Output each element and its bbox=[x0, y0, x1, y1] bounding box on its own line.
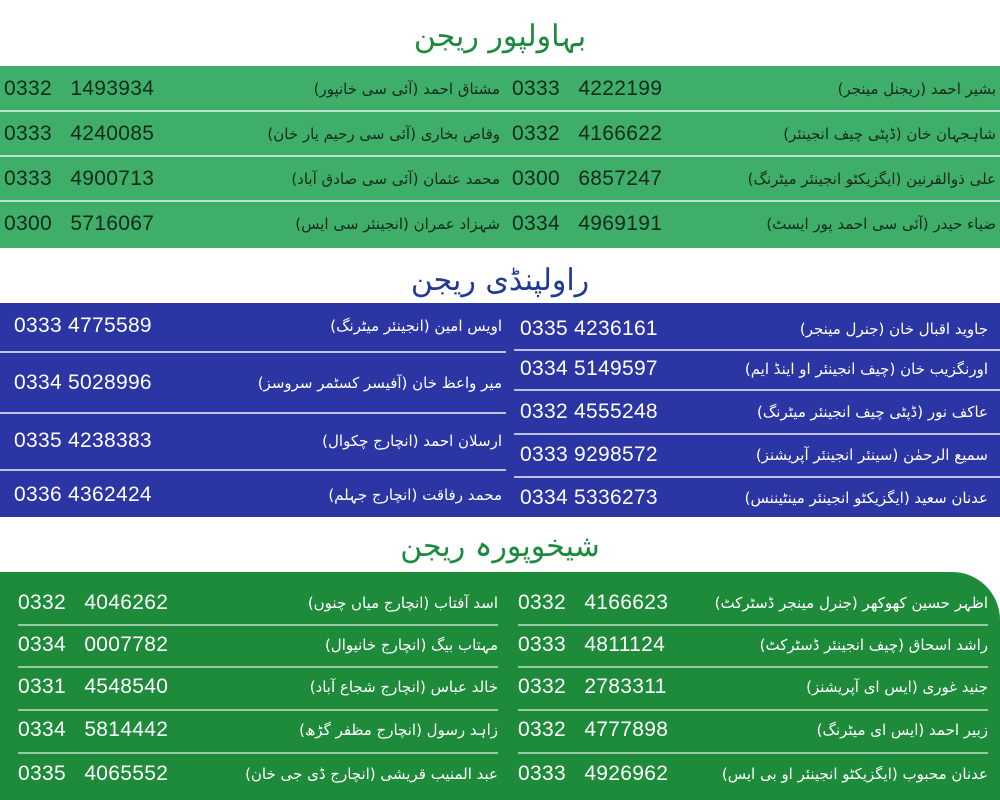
contact-row bbox=[4, 66, 500, 111]
contact-name: خالد عباس (انچارج شجاع آباد) bbox=[309, 678, 498, 696]
contact-name: اسد آفتاب (انچارج میاں چنوں) bbox=[307, 594, 498, 612]
contact-name: ضیاء حیدر (آئی سی احمد پور ایسٹ) bbox=[766, 214, 996, 233]
phone-number[interactable]: 0334 5149597 bbox=[520, 357, 658, 380]
contact-row bbox=[520, 393, 988, 431]
contact-name: میر واعظ خان (آفیسر کسٹمر سروسز) bbox=[257, 373, 502, 392]
phone-number[interactable]: 0336 4362424 bbox=[14, 483, 152, 506]
contact-row bbox=[512, 201, 996, 246]
phone-number[interactable]: 0332 4166622 bbox=[512, 121, 663, 145]
region-title-sheikhupura: شیخوپورہ ریجن bbox=[400, 529, 600, 564]
contact-row bbox=[512, 156, 996, 201]
row-divider bbox=[0, 200, 1000, 202]
contact-row bbox=[520, 309, 988, 349]
row-divider bbox=[514, 389, 1000, 391]
contact-row bbox=[518, 666, 988, 708]
contact-name: ارسلان احمد (انچارج چکوال) bbox=[322, 432, 502, 450]
phone-number[interactable]: 0334 4969191 bbox=[512, 211, 663, 235]
phone-number[interactable]: 0333 4900713 bbox=[4, 166, 155, 190]
contact-name: زاہد رسول (انچارج مظفر گڑھ) bbox=[299, 721, 498, 739]
row-divider bbox=[0, 351, 506, 353]
contact-row bbox=[18, 753, 498, 795]
row-divider bbox=[18, 624, 498, 626]
row-divider bbox=[0, 412, 506, 414]
row-divider bbox=[0, 155, 1000, 157]
contact-name: شاہجہان خان (ڈپٹی چیف انجینئر) bbox=[783, 124, 996, 143]
phone-number[interactable]: 0334 5814442 bbox=[18, 718, 169, 741]
contact-row bbox=[14, 303, 502, 348]
contact-name: اویس امین (انجینئر میٹرنگ) bbox=[330, 316, 502, 335]
phone-number[interactable]: 0333 9298572 bbox=[520, 443, 658, 466]
contact-row bbox=[518, 624, 988, 666]
contact-row bbox=[518, 753, 988, 795]
contact-row bbox=[14, 355, 502, 410]
phone-number[interactable]: 0335 4236161 bbox=[520, 317, 658, 340]
contact-row bbox=[18, 624, 498, 666]
row-divider bbox=[0, 110, 1000, 112]
phone-number[interactable]: 0333 4240085 bbox=[4, 121, 155, 145]
row-divider bbox=[0, 469, 506, 471]
contact-name: وقاص بخاری (آئی سی رحیم یار خان) bbox=[267, 124, 500, 143]
contact-row bbox=[14, 415, 502, 467]
contact-name: اورنگزیب خان (چیف انجینئر او اینڈ ایم) bbox=[744, 360, 988, 378]
phone-number[interactable]: 0332 1493934 bbox=[4, 76, 155, 100]
row-divider bbox=[18, 709, 498, 711]
contact-row bbox=[4, 201, 500, 246]
contact-name: راشد اسحاق (چیف انجینئر ڈسٹرکٹ) bbox=[759, 636, 988, 654]
phone-number[interactable]: 0335 4065552 bbox=[18, 762, 169, 785]
contact-row bbox=[18, 582, 498, 624]
phone-number[interactable]: 0335 4238383 bbox=[14, 429, 152, 452]
phone-number[interactable]: 0332 4777898 bbox=[518, 718, 669, 741]
contact-name: مشتاق احمد (آئی سی خانپور) bbox=[313, 79, 500, 98]
phone-number[interactable]: 0332 4166623 bbox=[518, 591, 669, 614]
contact-name: بشیر احمد (ریجنل مینجر) bbox=[837, 79, 996, 98]
contact-row bbox=[520, 479, 988, 517]
row-divider bbox=[18, 752, 498, 754]
sheikhupura-contacts-panel bbox=[0, 572, 1000, 800]
contact-row bbox=[520, 351, 988, 387]
phone-number[interactable]: 0332 4555248 bbox=[520, 400, 658, 423]
region-title-bahawalpur: بہاولپور ریجن bbox=[413, 19, 587, 54]
row-divider bbox=[518, 624, 988, 626]
bahawalpur-contacts-panel bbox=[0, 66, 1000, 248]
contact-row bbox=[18, 709, 498, 751]
contact-name: عاکف نور (ڈپٹی چیف انجینئر میٹرنگ) bbox=[757, 403, 988, 421]
row-divider bbox=[514, 476, 1000, 478]
row-divider bbox=[514, 433, 1000, 435]
contact-row bbox=[4, 111, 500, 156]
row-divider bbox=[514, 349, 1000, 351]
phone-number[interactable]: 0333 4926962 bbox=[518, 762, 669, 785]
phone-number[interactable]: 0300 5716067 bbox=[4, 211, 155, 235]
contact-name: شہزاد عمران (انجینئر سی ایس) bbox=[295, 214, 500, 233]
phone-number[interactable]: 0332 2783311 bbox=[518, 675, 667, 698]
contact-name: جنید غوری (ایس ای آپریشنز) bbox=[806, 678, 988, 696]
contact-name: علی ذوالقرنین (ایگزیکٹو انجینئر میٹرنگ) bbox=[747, 169, 996, 188]
phone-number[interactable]: 0334 5336273 bbox=[520, 486, 658, 509]
contact-row bbox=[512, 111, 996, 156]
contact-row bbox=[14, 473, 502, 517]
contact-row bbox=[518, 582, 988, 624]
contact-name: محمد رفاقت (انچارج جہلم) bbox=[328, 486, 502, 504]
contact-name: عدنان سعید (ایگزیکٹو انجینئر مینٹیننس) bbox=[744, 489, 988, 507]
rawalpindi-contacts-panel bbox=[0, 303, 1000, 517]
phone-number[interactable]: 0300 6857247 bbox=[512, 166, 663, 190]
phone-number[interactable]: 0333 4811124 bbox=[518, 633, 666, 656]
contact-name: اظہر حسین کھوکھر (جنرل مینجر ڈسٹرکٹ) bbox=[714, 594, 988, 612]
row-divider bbox=[518, 709, 988, 711]
row-divider bbox=[518, 666, 988, 668]
phone-number[interactable]: 0334 5028996 bbox=[14, 370, 152, 394]
region-title-rawalpindi: راولپنڈی ریجن bbox=[410, 263, 590, 298]
contact-row bbox=[520, 435, 988, 475]
row-divider bbox=[18, 666, 498, 668]
phone-number[interactable]: 0333 4222199 bbox=[512, 76, 663, 100]
contact-row bbox=[518, 709, 988, 751]
contact-row bbox=[512, 66, 996, 111]
contact-name: جاوید اقبال خان (جنرل مینجر) bbox=[799, 320, 988, 338]
contact-name: عبد المنیب قریشی (انچارج ڈی جی خان) bbox=[245, 765, 498, 783]
contact-row bbox=[4, 156, 500, 201]
phone-number[interactable]: 0331 4548540 bbox=[18, 675, 169, 698]
contact-name: محمد عثمان (آئی سی صادق آباد) bbox=[291, 169, 500, 188]
contact-name: مہتاب بیگ (انچارج خانیوال) bbox=[324, 636, 498, 654]
phone-number[interactable]: 0333 4775589 bbox=[14, 313, 152, 337]
row-divider bbox=[518, 752, 988, 754]
phone-number[interactable]: 0332 4046262 bbox=[18, 591, 169, 614]
phone-number[interactable]: 0334 0007782 bbox=[18, 633, 169, 656]
contact-name: سمیع الرحمٰن (سینئر انجینئر آپریشنز) bbox=[755, 446, 988, 464]
contact-name: زبیر احمد (ایس ای میٹرنگ) bbox=[816, 721, 988, 739]
contact-row bbox=[18, 666, 498, 708]
contact-name: عدنان محبوب (ایگزیکٹو انجینئر او بی ایس) bbox=[721, 765, 988, 783]
